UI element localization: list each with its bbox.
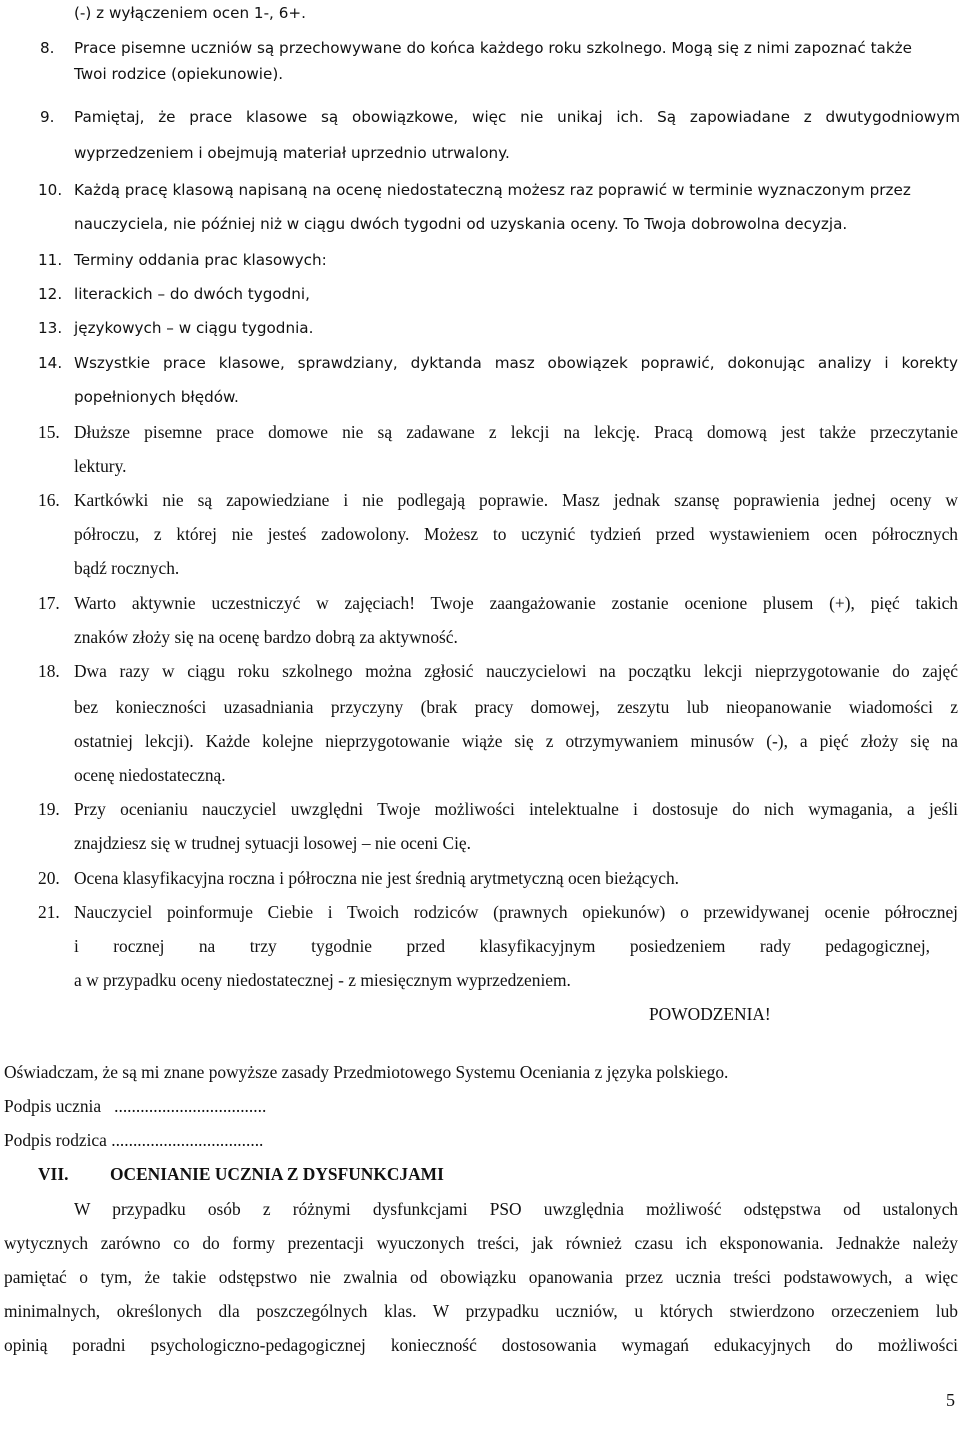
section-line: pamiętać o tym, że takie odstępstwo nie zwalnia od obowiązku opanowania przez ucznia treści podstawowych, a więc <box>4 1267 958 1287</box>
item-line: wyprzedzeniem i obejmują materiał uprzednio utrwalony. <box>74 144 510 162</box>
item-line: znaków złoży się na ocenę bardzo dobrą za aktywność. <box>74 627 458 647</box>
item-number: 8. <box>40 39 55 57</box>
item-line: lektury. <box>74 456 127 476</box>
section-title: OCENIANIE UCZNIA Z DYSFUNKCJAMI <box>110 1164 444 1184</box>
item-number: 15. <box>38 422 60 442</box>
item-line: Prace pisemne uczniów są przechowywane do końca każdego roku szkolnego. Mogą się z nimi zapoznać także <box>74 39 912 57</box>
item-line: Pamiętaj, że prace klasowe są obowiązkowe, więc nie unikaj ich. Są zapowiadane z dwutygodniowym <box>74 108 960 126</box>
item-number: 18. <box>38 661 60 681</box>
item-line: Dwa razy w ciągu roku szkolnego można zgłosić nauczycielowi na początku lekcji nieprzygotowanie do zajęć <box>74 661 958 681</box>
closing-text: POWODZENIA! <box>649 1004 771 1024</box>
item-number: 17. <box>38 593 60 613</box>
item-number: 10. <box>38 181 63 199</box>
item-number: 12. <box>38 285 63 303</box>
section-line: minimalnych, określonych dla poszczególnych klas. W przypadku uczniów, u których stwierdzono orzeczeniem lub <box>4 1301 958 1321</box>
item-line: językowych – w ciągu tygodnia. <box>74 319 314 337</box>
section-number: VII. <box>38 1164 69 1184</box>
item-line: Twoi rodzice (opiekunowie). <box>74 65 284 83</box>
section-line: opinią poradni psychologiczno-pedagogicznej konieczność dostosowania wymagań edukacyjnych do możliwości <box>4 1335 958 1355</box>
item-line: Wszystkie prace klasowe, sprawdziany, dyktanda masz obowiązek poprawić, dokonując analizy i korekty <box>74 354 958 372</box>
item-number: 20. <box>38 868 60 888</box>
section-line: wytycznych zarówno co do formy prezentacji wyuczonych treści, jak również czasu ich eksponowania. Jednakże należy <box>4 1233 958 1253</box>
item-line: bez konieczności uzasadniania przyczyny (brak pracy domowej, zeszytu lub nieopanowanie wiadomości z <box>74 697 958 717</box>
item-number: 13. <box>38 319 63 337</box>
item-number: 11. <box>38 251 63 269</box>
signature-parent: Podpis rodzica ................................... <box>4 1130 264 1150</box>
top-line: (-) z wyłączeniem ocen 1-, 6+. <box>74 4 306 22</box>
item-number: 14. <box>38 354 63 372</box>
item-line: ocenę niedostateczną. <box>74 765 226 785</box>
item-line: Nauczyciel poinformuje Ciebie i Twoich rodziców (prawnych opiekunów) o przewidywanej ocenie półrocznej <box>74 902 958 922</box>
item-number: 21. <box>38 902 60 922</box>
item-line: półroczu, z której nie jesteś zadowolony. Możesz to uczynić tydzień przed wystawieniem ocen półrocznych <box>74 524 958 544</box>
item-line: popełnionych błędów. <box>74 388 239 406</box>
page-number: 5 <box>946 1390 955 1410</box>
item-line: i rocznej na trzy tygodnie przed klasyfikacyjnym posiedzeniem rady pedagogicznej, <box>74 936 930 956</box>
item-line: bądź rocznych. <box>74 558 180 578</box>
item-line: ostatniej lekcji). Każde kolejne nieprzygotowanie wiąże się z otrzymywaniem minusów (-), a pięć złoży się na <box>74 731 958 751</box>
item-line: literackich – do dwóch tygodni, <box>74 285 310 303</box>
item-line: nauczyciela, nie później niż w ciągu dwóch tygodni od uzyskania oceny. To Twoja dobrowolna decyzja. <box>74 215 848 233</box>
item-line: znajdziesz się w trudnej sytuacji losowej – nie oceni Cię. <box>74 833 471 853</box>
section-line: W przypadku osób z różnymi dysfunkcjami PSO uwzględnia możliwość odstępstwa od ustalonych <box>74 1199 958 1219</box>
item-number: 16. <box>38 490 60 510</box>
declaration: Oświadczam, że są mi znane powyższe zasady Przedmiotowego Systemu Oceniania z języka polskiego. <box>4 1062 729 1082</box>
item-line: Każdą pracę klasową napisaną na ocenę niedostateczną możesz raz poprawić w terminie wyznaczonym przez <box>74 181 911 199</box>
item-line: Dłuższe pisemne prace domowe nie są zadawane z lekcji na lekcję. Pracą domową jest także przeczytanie <box>74 422 958 442</box>
item-line: Ocena klasyfikacyjna roczna i półroczna nie jest średnią arytmetyczną ocen bieżących. <box>74 868 679 888</box>
item-line: a w przypadku oceny niedostatecznej - z miesięcznym wyprzedzeniem. <box>74 970 571 990</box>
item-line: Terminy oddania prac klasowych: <box>74 251 327 269</box>
item-line: Kartkówki nie są zapowiedziane i nie podlegają poprawie. Masz jednak szansę poprawienia jednej oceny w <box>74 490 958 510</box>
item-line: Warto aktywnie uczestniczyć w zajęciach! Twoje zaangażowanie zostanie ocenione plusem (+), pięć takich <box>74 593 958 613</box>
item-line: Przy ocenianiu nauczyciel uwzględni Twoje możliwości intelektualne i dostosuje do nich wymagania, a jeśli <box>74 799 958 819</box>
item-number: 9. <box>40 108 55 126</box>
item-number: 19. <box>38 799 60 819</box>
signature-student: Podpis ucznia ................................... <box>4 1096 267 1116</box>
